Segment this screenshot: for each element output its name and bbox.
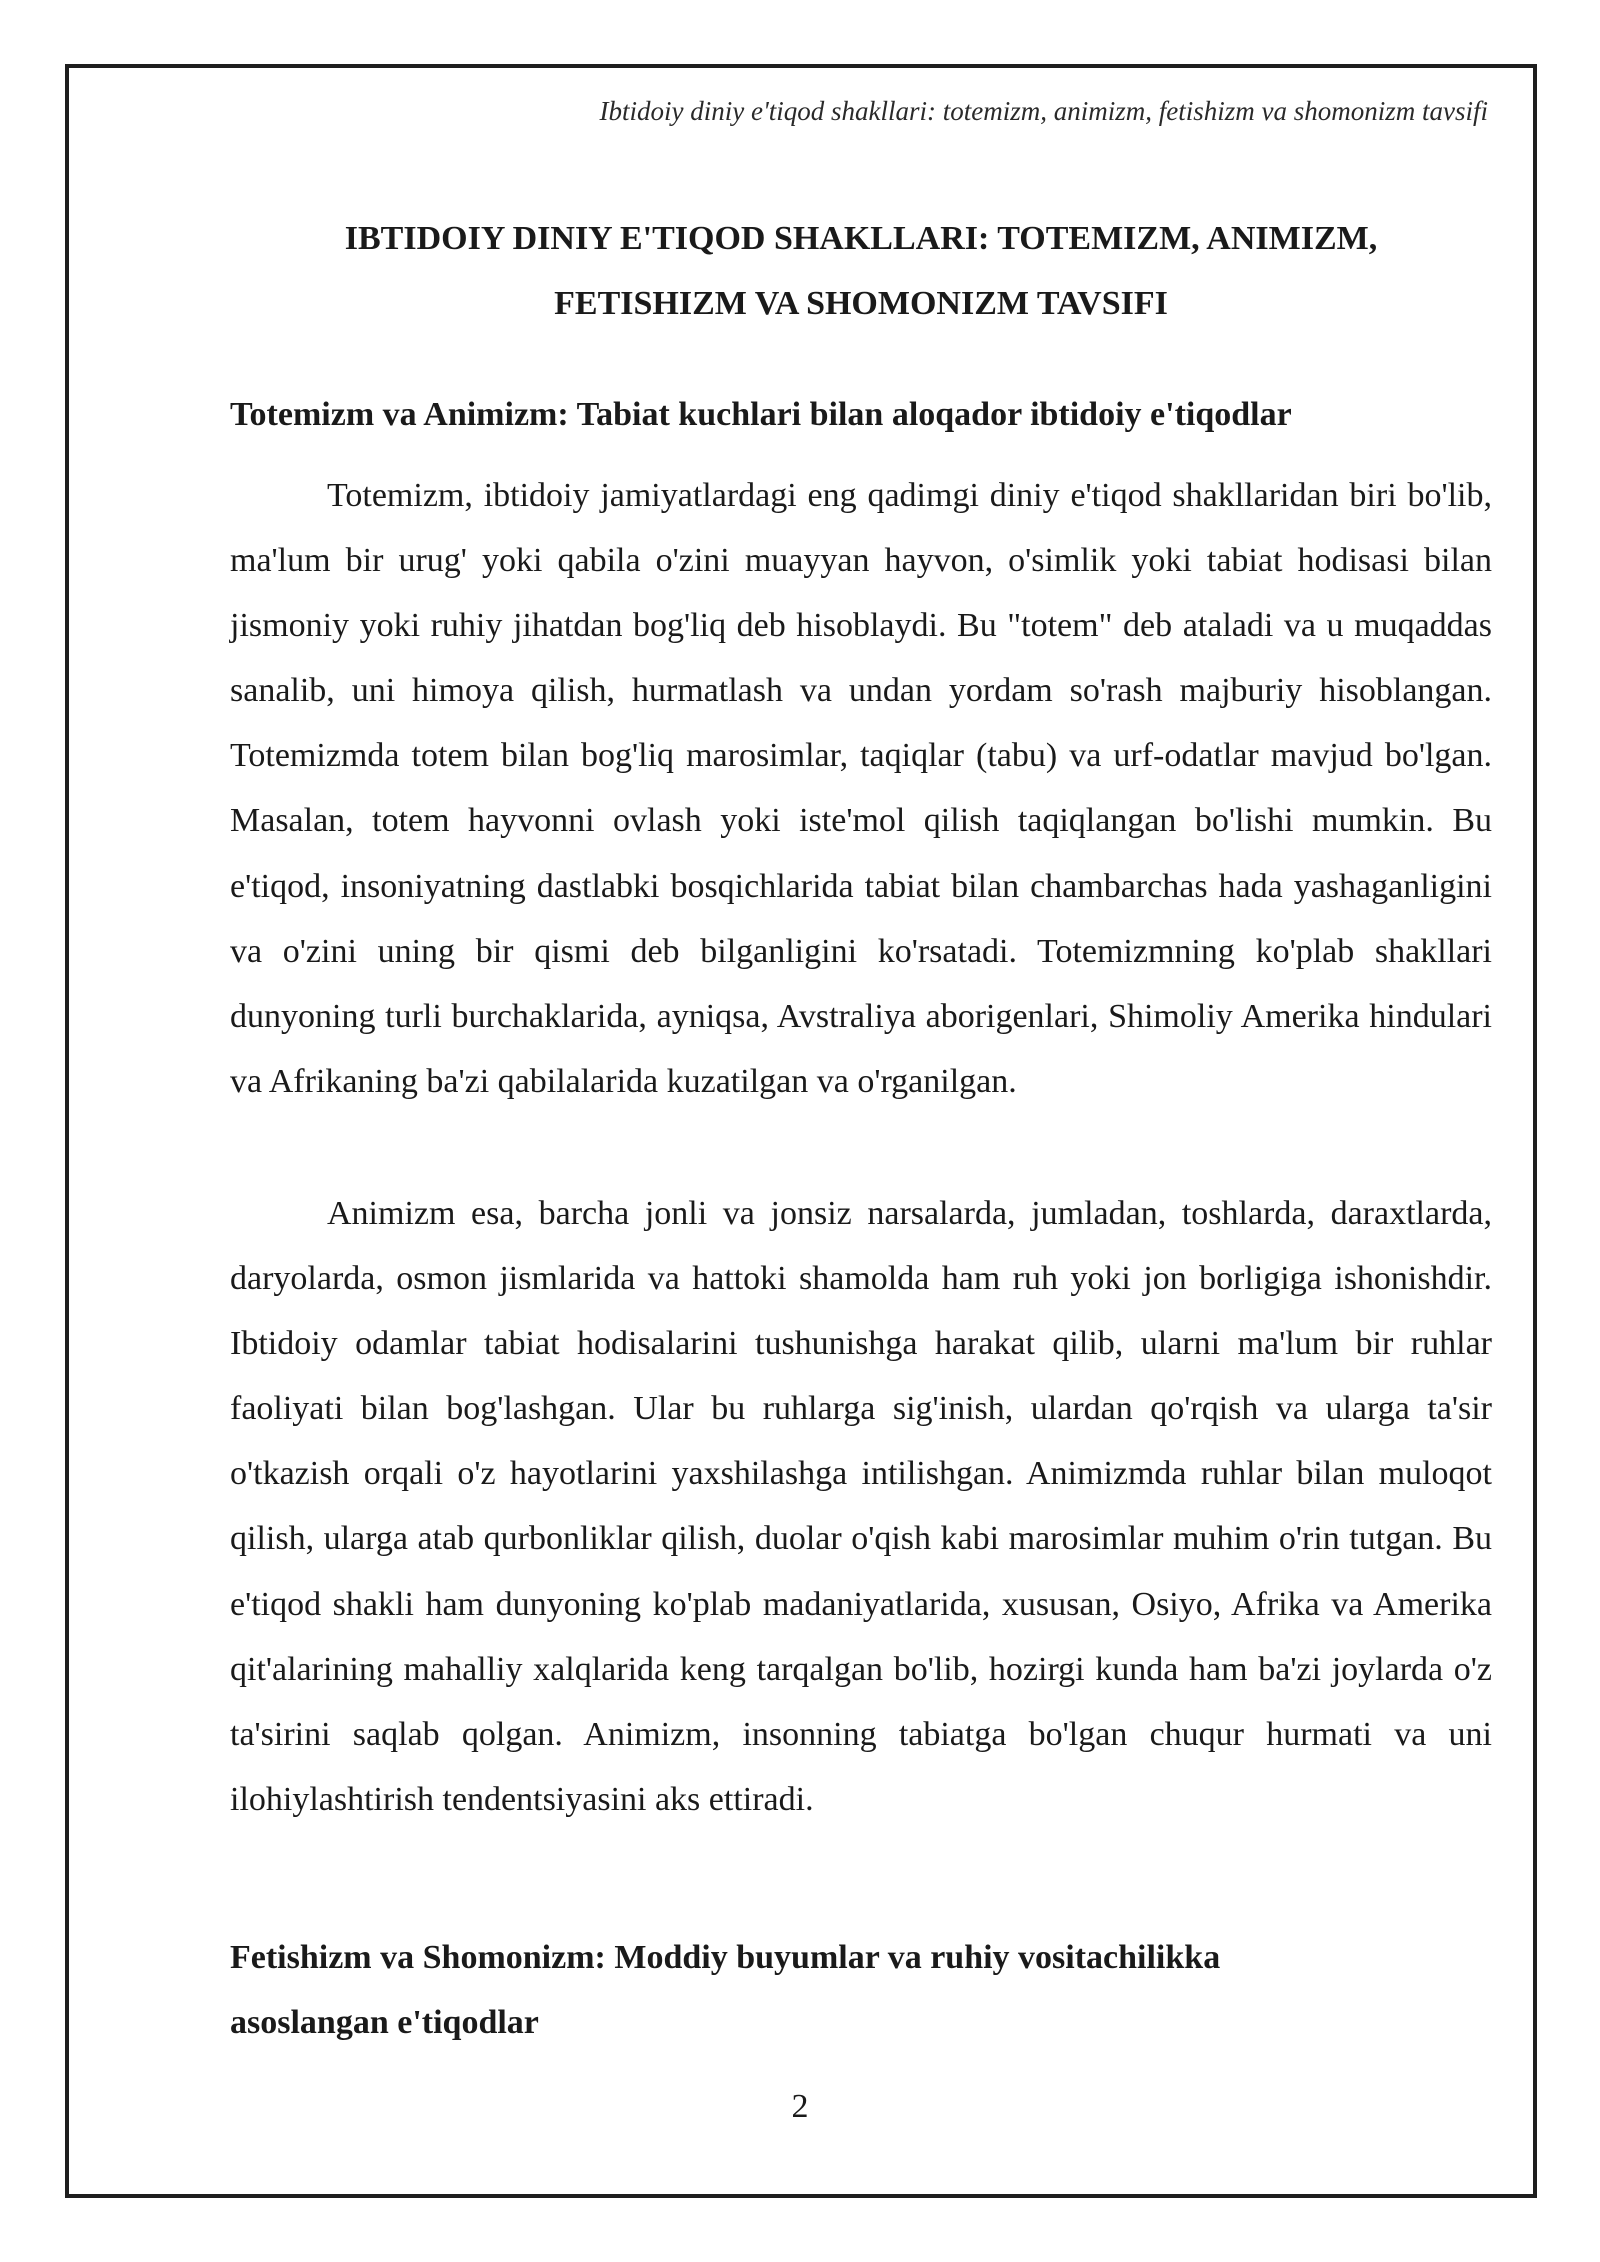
section-heading-line-2: asoslangan e'tiqodlar — [230, 2004, 539, 2041]
section-heading-line-1: Fetishizm va Shomonizm: Moddiy buyumlar va ruhiy vositachilikka — [230, 1939, 1221, 1976]
paragraph-animizm: Animizm esa, barcha jonli va jonsiz narsalarda, jumladan, toshlarda, daraxtlarda, daryolarda, osmon jismlarida va hattoki shamolda ham ruh yoki jon borligiga ishonishdir. Ibtidoiy odamlar tabiat hodisalarini tushunishga harakat qilib, ularni ma'lum bir ruhlar faoliyati bilan bog'lashgan. Ular bu ruhlarga sig'inish, ulardan qo'rqish va ularga ta'sir o'tkazish orqali o'z hayotlarini yaxshilashga intilishgan. Animizmda ruhlar bilan muloqot qilish, ularga atab qurbonliklar qilish, duolar o'qish kabi marosimlar muhim o'rin tutgan. Bu e'tiqod shakli ham dunyoning ko'plab madaniyatlarida, xususan, Osiyo, Afrika va Amerika qit'alarining mahalliy xalqlarida keng tarqalgan bo'lib, hozirgi kunda ham ba'zi joylarda o'z ta'sirini saqlab qolgan. Animizm, insonning tabiatga bo'lgan chuqur hurmati va uni ilohiylashtirish tendentsiyasini aks ettiradi. — [230, 1195, 1492, 1818]
paragraph-totemizm: Totemizm, ibtidoiy jamiyatlardagi eng qadimgi diniy e'tiqod shakllaridan biri bo'lib, ma'lum bir urug' yoki qabila o'zini muayyan hayvon, o'simlik yoki tabiat hodisasi bilan jismoniy yoki ruhiy jihatdan bog'liq deb hisoblaydi. Bu "totem" deb ataladi va u muqaddas sanalib, uni himoya qilish, hurmatlash va undan yordam so'rash majburiy hisoblangan. Totemizmda totem bilan bog'liq marosimlar, taqiqlar (tabu) va urf-odatlar mavjud bo'lgan. Masalan, totem hayvonni ovlash yoki iste'mol qilish taqiqlangan bo'lishi mumkin. Bu e'tiqod, insoniyatning dastlabki bosqichlarida tabiat bilan chambarchas hada yashaganligini va o'zini uning bir qismi deb bilganligini ko'rsatadi. Totemizmning ko'plab shakllari dunyoning turli burchaklarida, ayniqsa, Avstraliya aborigenlari, Shimoliy Amerika hindulari va Afrikaning ba'zi qabilalarida kuzatilgan va o'rganilgan. — [230, 477, 1492, 1100]
running-header: Ibtidoiy diniy e'tiqod shakllari: totemizm, animizm, fetishizm va shomonizm tavsifi — [599, 96, 1488, 126]
document-title-line-1: IBTIDOIY DINIY E'TIQOD SHAKLLARI: TOTEMIZM, ANIMIZM, — [344, 220, 1378, 257]
page-number: 2 — [791, 2088, 809, 2125]
section-heading-totemizm-animizm: Totemizm va Animizm: Tabiat kuchlari bilan aloqador ibtidoiy e'tiqodlar — [230, 396, 1292, 433]
section-heading-fetishizm-shomonizm — [230, 1925, 1492, 2055]
document-title — [230, 206, 1492, 336]
document-title-line-2: FETISHIZM VA SHOMONIZM TAVSIFI — [554, 285, 1168, 322]
